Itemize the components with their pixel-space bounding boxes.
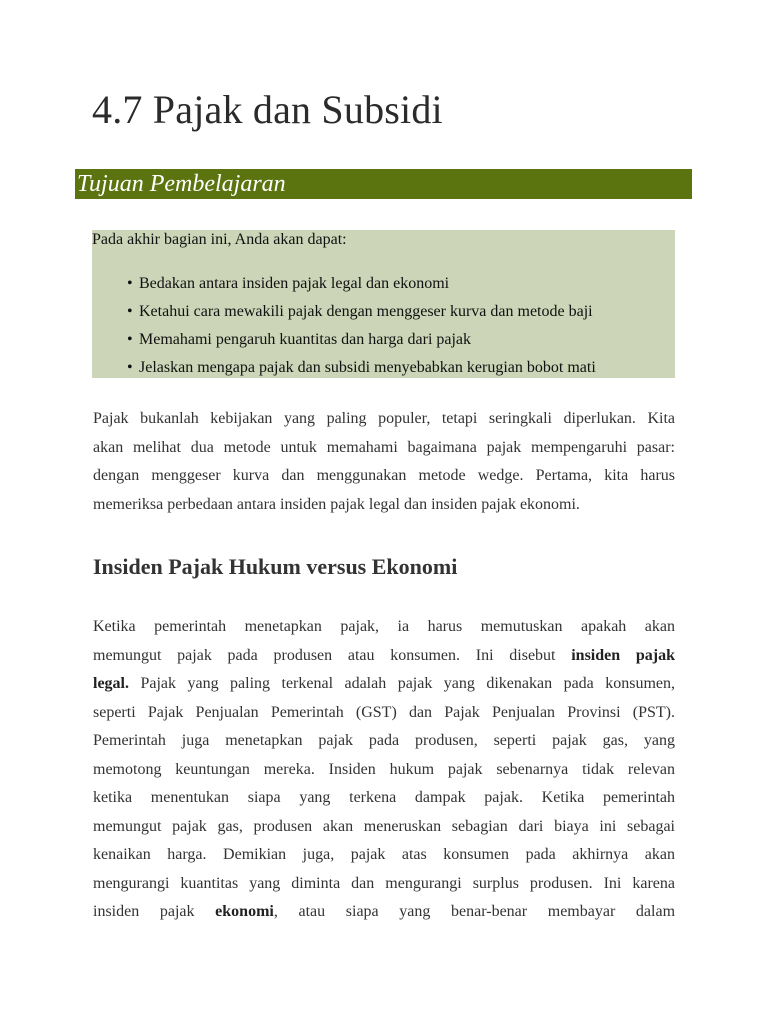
paragraph-line: memeriksa perbedaan antara insiden pajak legal dan insiden pajak ekonomi.	[93, 495, 580, 513]
objective-item	[127, 358, 596, 386]
bullet-icon: •	[127, 359, 133, 376]
paragraph-line: Pajak bukanlah kebijakan yang paling populer, tetapi seringkali diperlukan. Kita	[93, 410, 675, 427]
objectives-intro: Pada akhir bagian ini, Anda akan dapat:	[92, 231, 347, 248]
objective-item	[127, 302, 596, 330]
objective-item	[127, 274, 596, 302]
learning-objectives-header	[75, 169, 692, 199]
bullet-icon: •	[127, 275, 133, 292]
objective-text: Jelaskan mengapa pajak dan subsidi menyebabkan kerugian bobot mati	[139, 359, 596, 376]
bullet-icon: •	[127, 331, 133, 348]
bold-term: legal.	[93, 675, 129, 692]
paragraph-line	[93, 898, 675, 927]
paragraph-line: Pemerintah juga menetapkan pajak pada produsen, seperti pajak gas, yang	[93, 732, 675, 749]
paragraph-line	[93, 642, 675, 671]
paragraph-line: ketika menentukan siapa yang terkena dampak pajak. Ketika pemerintah	[93, 789, 675, 806]
objective-text: Bedakan antara insiden pajak legal dan ekonomi	[139, 275, 450, 292]
intro-paragraph	[93, 405, 675, 519]
paragraph-line: Ketika pemerintah menetapkan pajak, ia harus memutuskan apakah akan	[93, 618, 675, 635]
objective-text: Ketahui cara mewakili pajak dengan menggeser kurva dan metode baji	[139, 303, 593, 320]
paragraph-line: memungut pajak gas, produsen akan meneruskan sebagian dari biaya ini sebagai	[93, 817, 675, 835]
bold-term: insiden pajak	[571, 646, 676, 664]
paragraph-line: akan melihat dua metode untuk memahami bagaimana pajak mempengaruhi pasar:	[93, 438, 675, 456]
paragraph-line: mengurangi kuantitas yang diminta dan mengurangi surplus produsen. Ini karena	[93, 874, 675, 892]
paragraph-text: insiden pajak	[93, 903, 195, 920]
paragraph-line: seperti Pajak Penjualan Pemerintah (GST) dan Pajak Penjualan Provinsi (PST).	[93, 703, 675, 721]
paragraph-line: memotong keuntungan mereka. Insiden hukum pajak sebenarnya tidak relevan	[93, 760, 675, 778]
paragraph-text: memungut pajak pada produsen atau konsumen. Ini disebut	[93, 646, 556, 664]
paragraph-line: kenaikan harga. Demikian juga, pajak atas konsumen pada akhirnya akan	[93, 846, 675, 863]
bullet-icon: •	[127, 303, 133, 320]
chapter-title: 4.7 Pajak dan Subsidi	[92, 87, 443, 132]
body-paragraph	[93, 613, 675, 927]
paragraph-text: , atau siapa yang benar-benar membayar dalam	[273, 903, 676, 920]
objective-text: Memahami pengaruh kuantitas dan harga dari pajak	[139, 331, 472, 348]
learning-objectives-box	[92, 230, 675, 378]
objective-item	[127, 330, 596, 358]
paragraph-line	[93, 670, 675, 699]
section-heading: Insiden Pajak Hukum versus Ekonomi	[93, 554, 458, 579]
paragraph-text: Pajak yang paling terkenal adalah pajak yang dikenakan pada konsumen,	[140, 675, 676, 692]
learning-objectives-title: Tujuan Pembelajaran	[77, 171, 286, 197]
paragraph-line: dengan menggeser kurva dan menggunakan metode wedge. Pertama, kita harus	[93, 467, 675, 484]
objectives-list	[127, 274, 596, 386]
bold-term: ekonomi	[215, 903, 274, 920]
